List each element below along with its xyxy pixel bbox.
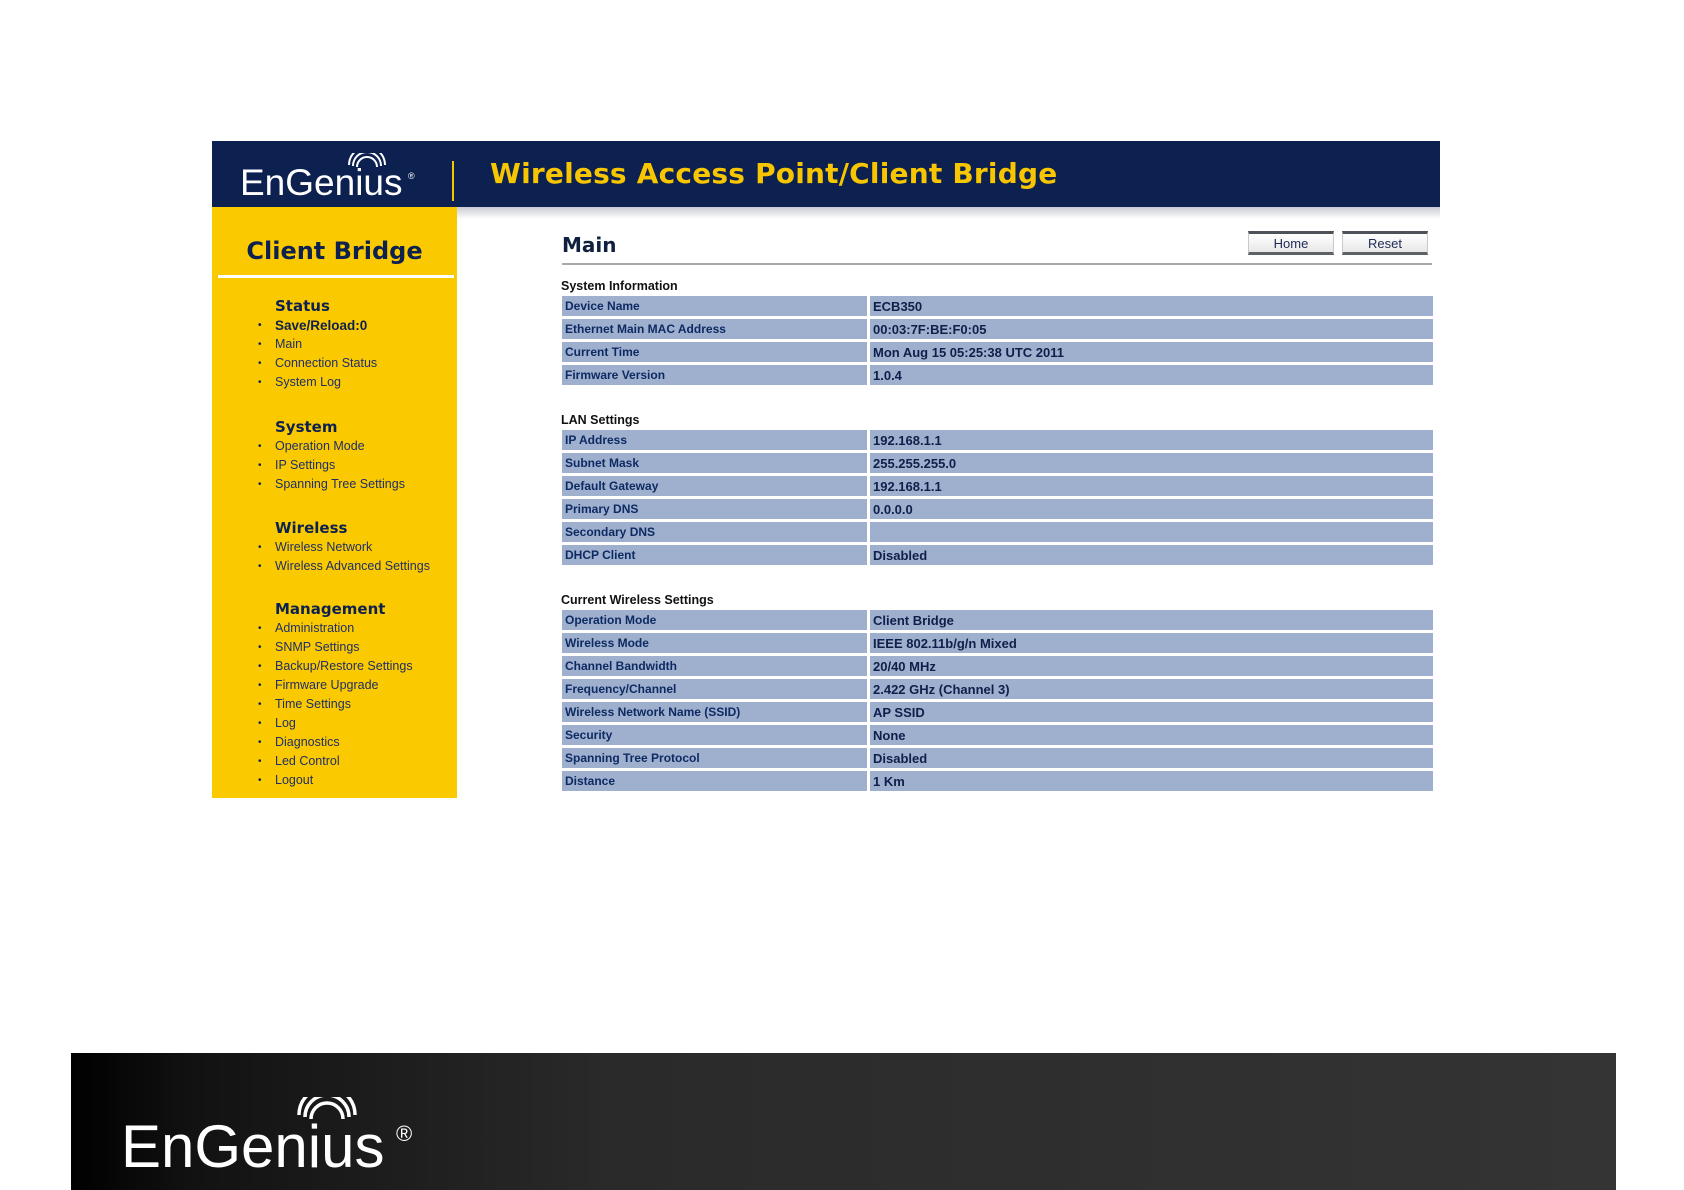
row-value: ECB350 [870,296,1433,316]
sidebar-item-label: Log [275,716,296,730]
table-row [562,771,1433,791]
bullet-icon: • [258,756,262,767]
table-row [562,365,1433,385]
section-title: LAN Settings [561,413,640,427]
sidebar-item[interactable] [258,373,457,392]
nav-heading: Status [275,297,330,315]
nav-group-0 [212,296,457,392]
row-label: Ethernet Main MAC Address [562,319,870,339]
sidebar-item-label: System Log [275,375,342,389]
engenius-logo [240,153,430,203]
sidebar-item[interactable] [258,733,457,752]
row-label: Device Name [562,296,870,316]
row-value: 255.255.255.0 [870,453,1433,473]
row-label: Firmware Version [562,365,870,385]
sidebar-item[interactable] [258,657,457,676]
row-label: Default Gateway [562,476,870,496]
bullet-icon: • [258,561,262,572]
router-admin-screenshot [212,141,1440,798]
row-value: 192.168.1.1 [870,476,1433,496]
sidebar-item-label: Operation Mode [275,439,365,453]
bullet-icon: • [258,358,262,369]
nav-heading: System [275,418,338,436]
row-value: 192.168.1.1 [870,430,1433,450]
row-label: Wireless Network Name (SSID) [562,702,870,722]
bullet-icon: • [258,737,262,748]
row-label: Spanning Tree Protocol [562,748,870,768]
table-row [562,342,1433,362]
row-value [870,522,1433,542]
row-label: Channel Bandwidth [562,656,870,676]
table-row [562,610,1433,630]
nav-group-1 [212,417,457,494]
row-value: 1 Km [870,771,1433,791]
table-row [562,545,1433,565]
bullet-icon: • [258,460,262,471]
row-label: DHCP Client [562,545,870,565]
table-row [562,522,1433,542]
row-value: Disabled [870,545,1433,565]
row-value: AP SSID [870,702,1433,722]
row-value: Mon Aug 15 05:25:38 UTC 2011 [870,342,1433,362]
footer-bar [71,1053,1616,1190]
sidebar-item[interactable] [258,538,457,557]
sidebar-item-label: Save/Reload:0 [275,318,368,333]
info-table [562,427,1433,568]
bullet-icon: • [258,775,262,786]
bullet-icon: • [258,680,262,691]
sidebar-item-label: SNMP Settings [275,640,360,654]
sidebar-item-label: IP Settings [275,458,336,472]
bullet-icon: • [258,320,262,331]
bullet-icon: • [258,479,262,490]
bullet-icon: • [258,661,262,672]
nav-group-2 [212,518,457,576]
row-value: 1.0.4 [870,365,1433,385]
table-row [562,748,1433,768]
bullet-icon: • [258,441,262,452]
sidebar-item-label: Logout [275,773,314,787]
row-value: 0.0.0.0 [870,499,1433,519]
row-value: 00:03:7F:BE:F0:05 [870,319,1433,339]
sidebar-item[interactable] [258,456,457,475]
reset-button[interactable]: Reset [1342,231,1428,255]
bullet-icon: • [258,623,262,634]
table-row [562,296,1433,316]
nav-group-3 [212,599,457,790]
header-bar [212,141,1440,207]
row-label: Wireless Mode [562,633,870,653]
title-rule [562,263,1432,265]
sidebar-item[interactable] [258,316,457,335]
header-divider [452,161,454,201]
sidebar-item-label: Wireless Advanced Settings [275,559,430,573]
sidebar-item-label: Time Settings [275,697,351,711]
row-value: 2.422 GHz (Channel 3) [870,679,1433,699]
sidebar-item[interactable] [258,771,457,790]
row-label: Secondary DNS [562,522,870,542]
row-value: 20/40 MHz [870,656,1433,676]
sidebar-item-label: Diagnostics [275,735,340,749]
bullet-icon: • [258,542,262,553]
row-label: Frequency/Channel [562,679,870,699]
sidebar-item-label: Administration [275,621,355,635]
sidebar-item[interactable] [258,557,457,576]
home-button[interactable]: Home [1248,231,1334,255]
nav-heading: Management [275,600,386,618]
table-row [562,499,1433,519]
sidebar-item[interactable] [258,638,457,657]
row-label: Subnet Mask [562,453,870,473]
sidebar-item[interactable] [258,714,457,733]
sidebar-item[interactable] [258,695,457,714]
table-row [562,319,1433,339]
row-value: IEEE 802.11b/g/n Mixed [870,633,1433,653]
table-row [562,725,1433,745]
bullet-icon: • [258,642,262,653]
sidebar-item-label: Firmware Upgrade [275,678,379,692]
table-row [562,453,1433,473]
footer-brand-text: EnGenius [121,1113,385,1177]
sidebar-item-label: Wireless Network [275,540,373,554]
nav-heading: Wireless [275,519,348,537]
sidebar-item-label: Spanning Tree Settings [275,477,405,491]
sidebar-item-label: Backup/Restore Settings [275,659,413,673]
page-title: Main [562,233,617,257]
bullet-icon: • [258,339,262,350]
brand-text: EnGenius [240,162,403,203]
registered-mark: ® [408,171,415,181]
sidebar-item-label: Led Control [275,754,340,768]
sidebar-item[interactable] [258,752,457,771]
row-value: Disabled [870,748,1433,768]
row-label: Distance [562,771,870,791]
bullet-icon: • [258,699,262,710]
row-label: IP Address [562,430,870,450]
sidebar-item[interactable] [258,619,457,638]
table-row [562,476,1433,496]
row-label: Operation Mode [562,610,870,630]
footer-engenius-logo [121,1097,431,1177]
sidebar-top [212,207,457,224]
sidebar-item-label: Main [275,337,303,351]
sidebar-item[interactable] [258,437,457,456]
mode-title-rule [218,275,454,278]
sidebar-item[interactable] [258,354,457,373]
bullet-icon: • [258,718,262,729]
table-row [562,656,1433,676]
table-row [562,679,1433,699]
mode-title: Client Bridge [246,237,423,265]
sidebar-item[interactable] [258,676,457,695]
footer-registered-mark: ® [396,1121,413,1146]
header-shadow [457,207,1440,219]
info-table [562,293,1433,388]
sidebar-item[interactable] [258,475,457,494]
row-label: Current Time [562,342,870,362]
section-title: Current Wireless Settings [561,593,714,607]
sidebar-item-label: Connection Status [275,356,378,370]
info-table [562,607,1433,794]
row-value: None [870,725,1433,745]
row-label: Primary DNS [562,499,870,519]
app-title: Wireless Access Point/Client Bridge [490,157,1058,190]
table-row [562,430,1433,450]
section-title: System Information [561,279,678,293]
table-row [562,633,1433,653]
bullet-icon: • [258,377,262,388]
table-row [562,702,1433,722]
row-label: Security [562,725,870,745]
row-value: Client Bridge [870,610,1433,630]
sidebar-item[interactable] [258,335,457,354]
